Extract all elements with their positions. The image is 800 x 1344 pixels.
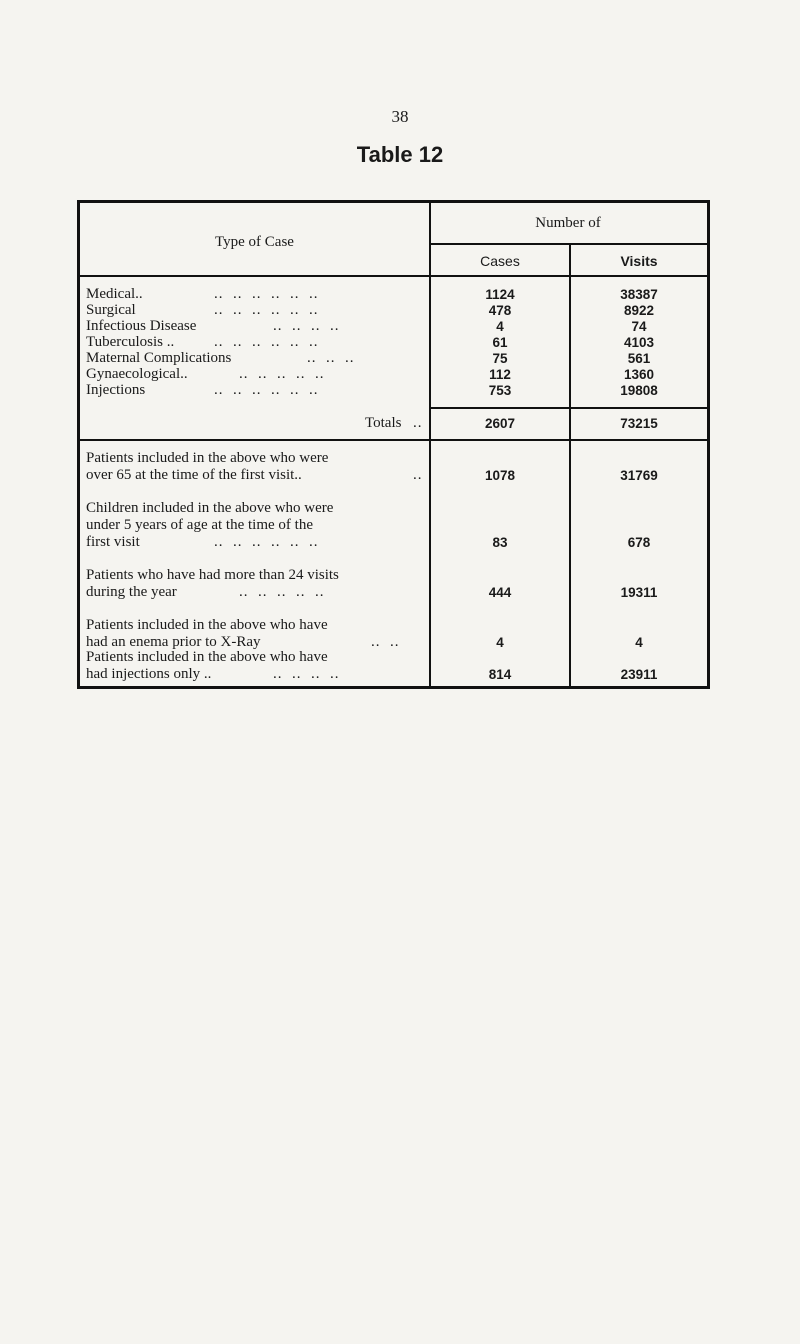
table-title: Table 12 bbox=[356, 142, 444, 167]
row-label-line: over 65 at the time of the first visit.. bbox=[86, 467, 302, 483]
row-label-line: had injections only .. bbox=[86, 666, 212, 682]
leader-dots: .. bbox=[413, 467, 423, 483]
cases-value: 478 bbox=[488, 303, 512, 318]
visits-value: 23911 bbox=[620, 667, 658, 682]
leader-dots: .. .. bbox=[371, 634, 400, 650]
leader-dots: .. .. .. .. bbox=[273, 318, 340, 334]
header-visits: Visits bbox=[620, 253, 658, 269]
totals-visits: 73215 bbox=[620, 416, 658, 431]
leader-dots: .. .. .. .. .. .. bbox=[214, 302, 319, 318]
visits-value: 19808 bbox=[620, 383, 658, 398]
cases-value: 83 bbox=[492, 535, 508, 550]
leader-dots: .. .. .. .. .. .. bbox=[214, 334, 319, 350]
cases-value: 753 bbox=[488, 383, 512, 398]
leader-dots: .. bbox=[413, 415, 423, 431]
totals-bottom-divider bbox=[80, 439, 707, 441]
row-label-line: Patients included in the above who were bbox=[86, 450, 329, 466]
visits-value: 4103 bbox=[623, 335, 655, 350]
leader-dots: .. .. .. .. bbox=[273, 666, 340, 682]
row-label: Maternal Complications bbox=[86, 350, 232, 366]
visits-value: 31769 bbox=[620, 468, 658, 483]
cases-value: 1078 bbox=[484, 468, 516, 483]
header-type-of-case: Type of Case bbox=[215, 234, 294, 250]
leader-dots: .. .. .. .. .. .. bbox=[214, 382, 319, 398]
visits-value: 1360 bbox=[623, 367, 655, 382]
row-label-line: Patients who have had more than 24 visits bbox=[86, 567, 339, 583]
totals-label: Totals bbox=[365, 415, 402, 431]
row-label: Gynaecological.. bbox=[86, 366, 188, 382]
header-cases: Cases bbox=[480, 253, 520, 269]
row-label: Surgical bbox=[86, 302, 136, 318]
row-label-line: under 5 years of age at the time of the bbox=[86, 517, 313, 533]
leader-dots: .. .. .. .. .. bbox=[239, 366, 325, 382]
header-divider bbox=[80, 275, 707, 277]
row-label-line: first visit bbox=[86, 534, 140, 550]
row-label: Tuberculosis .. bbox=[86, 334, 175, 350]
cases-value: 4 bbox=[496, 319, 504, 334]
row-label-line: Patients included in the above who have bbox=[86, 617, 328, 633]
visits-value: 8922 bbox=[623, 303, 655, 318]
cases-value: 112 bbox=[489, 367, 511, 382]
header-subdivider bbox=[429, 243, 707, 245]
statistics-table bbox=[77, 200, 710, 689]
row-label: Medical.. bbox=[86, 286, 143, 302]
visits-value: 19311 bbox=[620, 585, 658, 600]
leader-dots: .. .. .. .. .. bbox=[239, 584, 325, 600]
cases-value: 814 bbox=[488, 667, 512, 682]
cases-value: 4 bbox=[496, 635, 504, 650]
totals-cases: 2607 bbox=[484, 416, 516, 431]
row-label-line: Children included in the above who were bbox=[86, 500, 334, 516]
leader-dots: .. .. .. bbox=[307, 350, 355, 366]
row-label-line: had an enema prior to X-Ray bbox=[86, 634, 261, 650]
cases-value: 1124 bbox=[485, 287, 515, 302]
row-label-line: Patients included in the above who have bbox=[86, 649, 328, 665]
leader-dots: .. .. .. .. .. .. bbox=[214, 534, 319, 550]
visits-value: 38387 bbox=[620, 287, 658, 302]
page-number: 38 bbox=[391, 107, 409, 126]
header-number-of: Number of bbox=[535, 215, 601, 231]
visits-value: 561 bbox=[627, 351, 651, 366]
cases-value: 75 bbox=[492, 351, 508, 366]
row-label: Injections bbox=[86, 382, 146, 398]
leader-dots: .. .. .. .. .. .. bbox=[214, 286, 319, 302]
cases-value: 444 bbox=[488, 585, 512, 600]
row-label: Infectious Disease bbox=[86, 318, 197, 334]
cases-value: 61 bbox=[492, 335, 508, 350]
row-label-line: during the year bbox=[86, 584, 177, 600]
totals-top-divider bbox=[429, 407, 707, 409]
visits-value: 4 bbox=[635, 635, 643, 650]
visits-value: 678 bbox=[627, 535, 651, 550]
visits-value: 74 bbox=[631, 319, 647, 334]
